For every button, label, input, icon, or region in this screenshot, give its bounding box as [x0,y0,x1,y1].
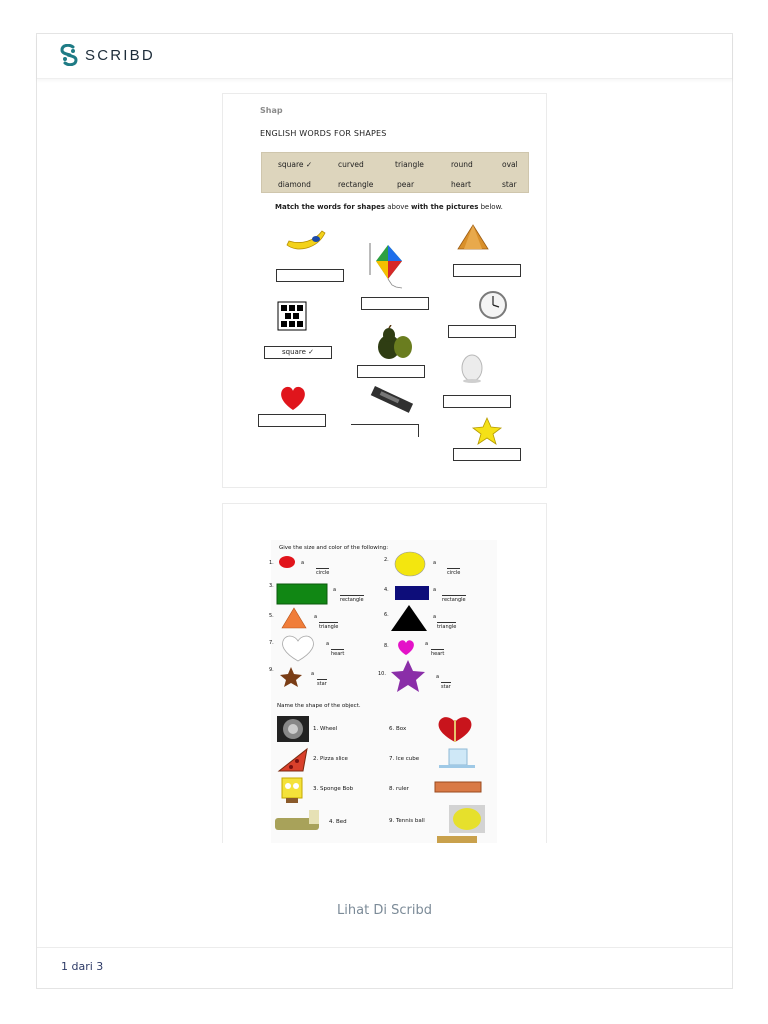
kite-picture [368,241,406,291]
word-item: oval [502,160,518,169]
page-small-label: Shap [260,106,283,115]
red-circle-shape [278,555,296,569]
object-label: 2. Pizza slice [313,756,348,762]
triangle-pastry-picture [456,223,490,253]
answer-box-pear[interactable] [357,365,425,378]
black-triangle-shape [390,604,428,632]
item-a: a [425,641,429,647]
object-label: 4. Bed [329,819,347,825]
brand-name: SCRIBD [85,46,155,64]
pear-picture [375,325,415,361]
object-partial-picture [437,836,477,843]
worksheet-title: Give the size and color of the following: [279,545,389,551]
purple-star-shape [390,659,426,693]
item-number: 6. [384,612,389,618]
object-label: 3. Sponge Bob [313,786,354,792]
magenta-heart-shape [396,638,416,656]
item-number: 9. [269,667,274,673]
word-item: star [502,180,517,189]
item-word: circle [447,570,461,576]
ruler-picture [434,780,482,794]
tennis-ball-picture [449,805,485,833]
answer-box-remote[interactable] [351,424,419,437]
banana-picture [285,227,327,253]
word-item: round [451,160,473,169]
object-label: 8. ruler [389,786,409,792]
answer-box-star[interactable] [453,448,521,461]
star-picture [471,416,503,446]
word-item: diamond [278,180,311,189]
item-a: a [301,560,305,566]
word-item: rectangle [338,180,374,189]
item-a: a [433,560,437,566]
sponge-bob-picture [279,776,305,806]
box-picture [434,714,476,744]
item-word: circle [316,570,330,576]
navy-rectangle-shape [394,585,430,601]
remote-control-picture [369,384,413,416]
green-rectangle-shape [276,583,328,605]
item-number: 4. [384,587,389,593]
item-a: a [436,674,440,680]
item-word: star [441,684,451,690]
word-item: pear [397,180,415,189]
scribd-logo[interactable] [59,44,155,66]
pizza-picture [277,747,309,773]
answer-box-heart[interactable] [258,414,326,427]
word-item: heart [451,180,471,189]
answer-box-pastry[interactable] [453,264,521,277]
word-item: triangle [395,160,424,169]
item-number: 2. [384,557,389,563]
item-a: a [433,587,437,593]
item-number: 3. [269,583,274,589]
scribd-s-icon [59,44,79,66]
worksheet-subtitle: Name the shape of the object. [277,703,361,709]
item-number: 1. [269,560,274,566]
item-word: heart [431,651,445,657]
page-count: 1 dari 3 [61,960,104,973]
object-label: 1. Wheel [313,726,338,732]
white-heart-shape [278,633,318,663]
item-a: a [433,614,437,620]
item-number: 10. [378,671,386,677]
item-a: a [314,614,318,620]
item-word: triangle [437,624,457,630]
document-page-1 [222,93,547,488]
answer-box-square[interactable]: square ✓ [264,346,332,359]
document-page-2 [222,503,547,843]
item-a: a [311,671,315,677]
answer-box-banana[interactable] [276,269,344,282]
wheel-picture [277,716,309,742]
heart-picture [277,384,309,412]
yellow-circle-shape [394,551,426,577]
word-bank [261,152,529,193]
footer-bar [37,947,732,988]
answer-box-kite[interactable] [361,297,429,310]
item-a: a [326,641,330,647]
item-number: 7. [269,640,274,646]
clock-picture [477,290,509,320]
answer-box-egg[interactable] [443,395,511,408]
egg-picture [459,351,485,385]
document-viewer [36,33,733,989]
object-label: 7. Ice cube [389,756,420,762]
item-number: 5. [269,613,274,619]
worksheet-image [271,540,497,843]
item-number: 8. [384,643,389,649]
bed-picture [273,808,323,834]
view-on-scribd-link[interactable]: Lihat Di Scribd [337,903,432,918]
page-title: ENGLISH WORDS FOR SHAPES [260,129,387,138]
object-label: 9. Tennis ball [389,818,425,824]
orange-triangle-shape [281,607,307,629]
object-label: 6. Box [389,726,407,732]
top-bar [37,34,732,79]
instruction: Match the words for shapes above with the pictures below. [275,203,503,211]
answer-box-clock[interactable] [448,325,516,338]
item-word: star [317,681,327,687]
square-pattern-picture [277,301,307,331]
brown-star-shape [279,666,303,688]
ice-cube-picture [437,747,477,771]
item-a: a [333,587,337,593]
item-word: heart [331,651,345,657]
item-word: rectangle [340,597,364,603]
item-word: rectangle [442,597,466,603]
word-item: square ✓ [278,160,313,169]
item-word: triangle [319,624,339,630]
word-item: curved [338,160,364,169]
